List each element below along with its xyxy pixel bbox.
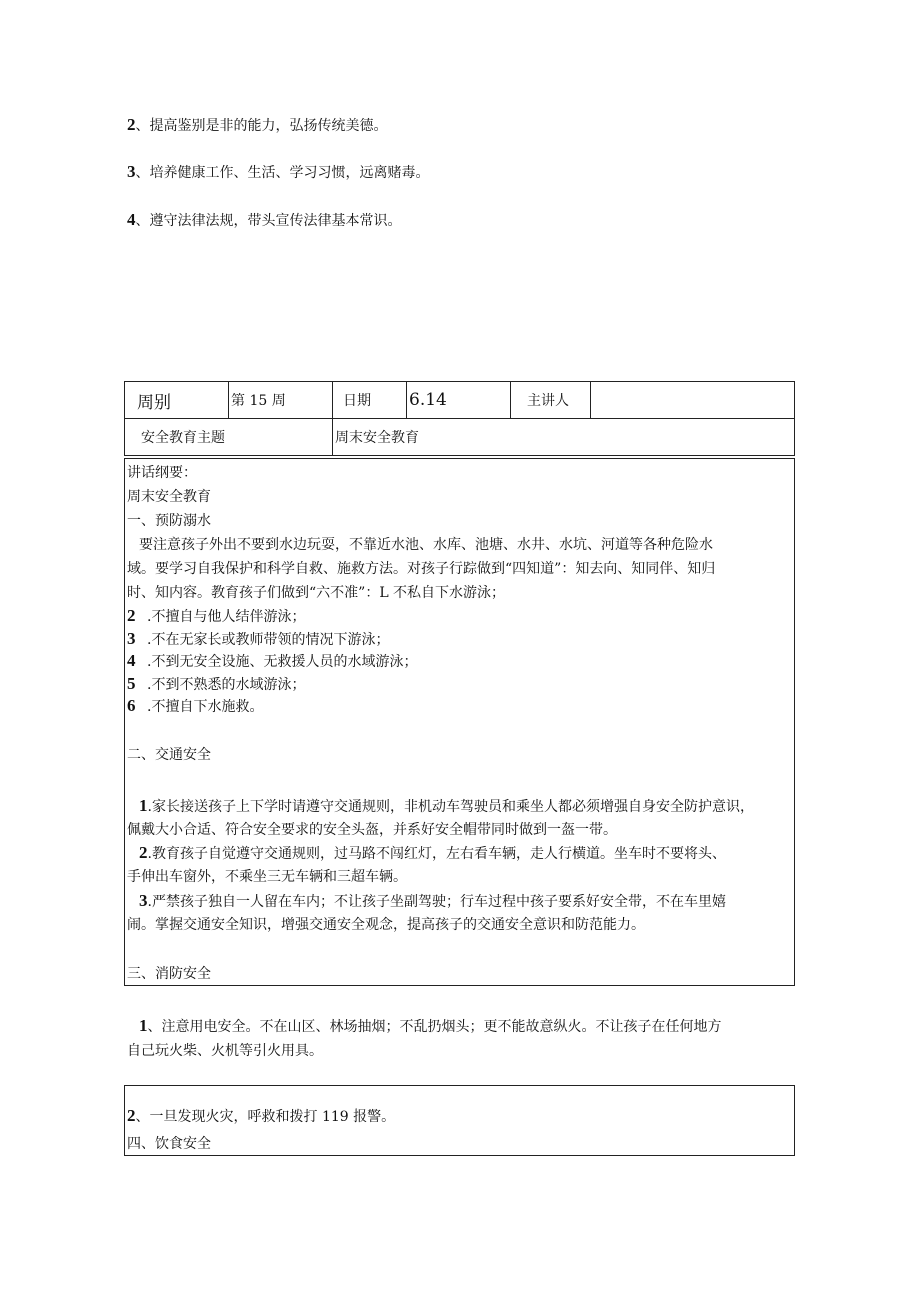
week-label: 周别 [125, 382, 229, 419]
date-label: 日期 [333, 382, 407, 419]
topic-label: 安全教育主题 [125, 419, 333, 456]
item-number: 2 [127, 115, 136, 134]
lesson-header-table [124, 381, 795, 456]
paragraph-line [139, 891, 726, 912]
item-text: .家长接送孩子上下学时请遵守交通规则，非机动车驾驶员和乘坐人都必须增强自身安全防护意识， [147, 799, 754, 815]
item-number: 3 [139, 891, 148, 910]
item-number: 2 [127, 1106, 136, 1125]
item-text: 、提高鉴别是非的能力，弘扬传统美德。 [135, 118, 388, 134]
speaker-label: 主讲人 [511, 382, 591, 419]
item-number: 1 [139, 1016, 148, 1035]
paragraph-line: 自己玩火柴、火机等引火用具。 [127, 1043, 323, 1059]
item-number: 6 [127, 696, 136, 715]
speaker-value [591, 382, 795, 419]
item-text: .不到不熟悉的水域游泳； [147, 677, 306, 693]
item-number: 2 [127, 606, 136, 625]
item-number: 1 [139, 796, 148, 815]
item-text: 、培养健康工作、生活、学习习惯，远离赌毒。 [135, 165, 430, 181]
item-number: 4 [127, 210, 136, 229]
item-text: 、一旦发现火灾，呼救和拨打 119 报警。 [135, 1109, 396, 1125]
item-number: 4 [127, 651, 136, 670]
paragraph-line: 域。要学习自我保护和科学自救、施救方法。对孩子行踪做到“四知道”：知去向、知同伴、知归 [127, 561, 716, 577]
item-text: .严禁孩子独自一人留在车内；不让孩子坐副驾驶；行车过程中孩子要系好安全带，不在车里嬉 [147, 894, 726, 910]
list-item [127, 210, 402, 231]
item-text: .不擅自与他人结伴游泳； [147, 609, 306, 625]
item-number: 3 [127, 162, 136, 181]
list-item [127, 606, 305, 627]
section-heading-fire: 三、消防安全 [127, 966, 211, 982]
paragraph-line [139, 843, 726, 864]
date-value: 6.14 [407, 382, 511, 419]
item-number: 5 [127, 674, 136, 693]
outline-subtitle: 周末安全教育 [127, 489, 211, 505]
section-heading-drowning: 一、预防溺水 [127, 513, 211, 529]
item-number: 3 [127, 629, 136, 648]
list-item [127, 115, 388, 136]
section-heading-food: 四、饮食安全 [127, 1136, 211, 1152]
paragraph-line: 时、知内容。教育孩子们做到“六不准”：L 不私自下水游泳； [127, 585, 506, 601]
paragraph-line: 手伸出车窗外，不乘坐三无车辆和三超车辆。 [127, 869, 407, 885]
paragraph-line: 佩戴大小合适、符合安全要求的安全头盔，并系好安全帽带同时做到一盔一带。 [127, 822, 617, 838]
item-text: 、遵守法律法规，带头宣传法律基本常识。 [135, 213, 402, 229]
outline-title: 讲话纲要： [127, 465, 197, 481]
topic-value: 周末安全教育 [333, 419, 795, 456]
list-item [127, 1106, 395, 1127]
item-text: .不到无安全设施、无救援人员的水域游泳； [147, 654, 418, 670]
item-text: .教育孩子自觉遵守交通规则，过马路不闯红灯，左右看车辆，走人行横道。坐车时不要将头、 [147, 846, 726, 862]
item-number: 2 [139, 843, 148, 862]
item-text: 、注意用电安全。不在山区、林场抽烟；不乱扔烟头；更不能故意纵火。不让孩子在任何地方 [147, 1019, 722, 1035]
item-text: .不擅自下水施救。 [147, 699, 264, 715]
list-item [127, 629, 389, 650]
paragraph-line: 闹。掌握交通安全知识，增强交通安全观念，提高孩子的交通安全意识和防范能力。 [127, 917, 645, 933]
continuation-box [124, 1085, 795, 1156]
list-item [127, 696, 263, 717]
item-text: .不在无家长或教师带领的情况下游泳； [147, 632, 390, 648]
paragraph-line: 要注意孩子外出不要到水边玩耍，不靠近水池、水库、池塘、水井、水坑、河道等各种危险水 [139, 537, 713, 553]
week-value: 第 15 周 [229, 382, 333, 419]
paragraph-line [139, 796, 754, 817]
list-item [127, 674, 305, 695]
outline-box [124, 458, 795, 986]
section-heading-traffic: 二、交通安全 [127, 747, 211, 763]
list-item [127, 651, 417, 672]
paragraph-line [139, 1016, 722, 1037]
list-item [127, 162, 430, 183]
